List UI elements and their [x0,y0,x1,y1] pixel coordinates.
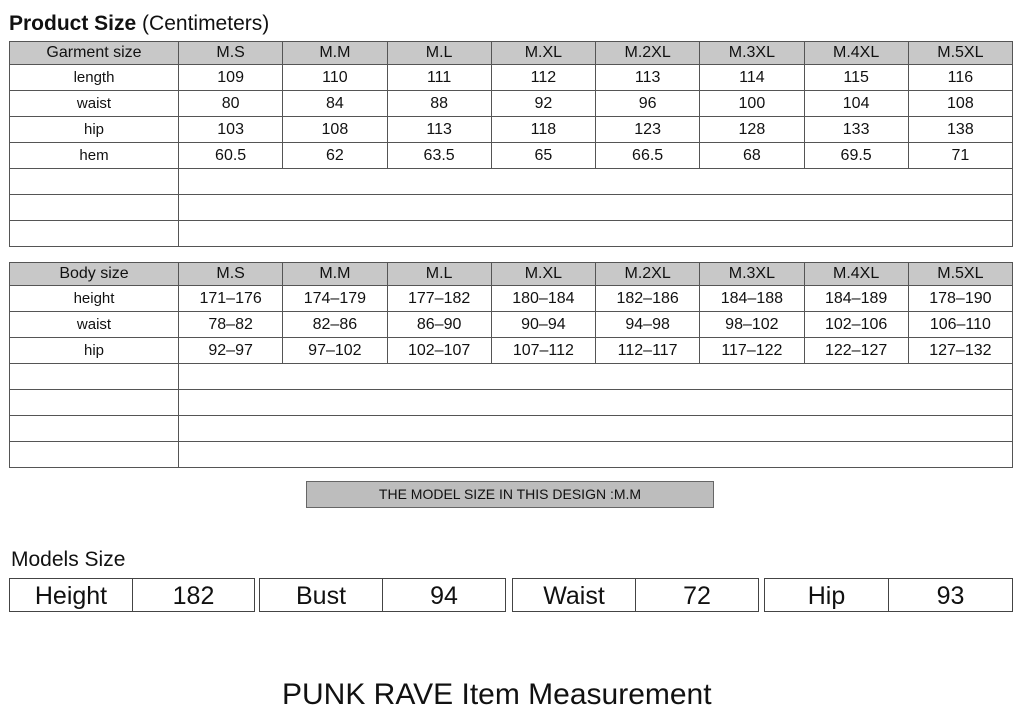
table-cell: 66.5 [596,143,700,169]
table-header-row [10,42,1013,65]
empty-label-cell [10,195,179,221]
table-cell: 107–112 [491,338,595,364]
table-cell: 78–82 [179,312,283,338]
empty-label-cell [10,364,179,390]
table-cell: 100 [700,91,804,117]
empty-row [10,364,1013,390]
table-cell: 111 [387,65,491,91]
table-cell: 104 [804,91,908,117]
table-cell: 171–176 [179,286,283,312]
table-cell: 69.5 [804,143,908,169]
table-cell: 108 [283,117,387,143]
model-size-note: THE MODEL SIZE IN THIS DESIGN :M.M [306,481,714,508]
empty-row [10,221,1013,247]
table-cell: 133 [804,117,908,143]
table-cell: 115 [804,65,908,91]
table-row [10,312,1013,338]
table-cell: 113 [387,117,491,143]
table-cell: 127–132 [908,338,1012,364]
size-header: M.XL [491,42,595,65]
size-header: M.S [179,263,283,286]
table-row [10,286,1013,312]
table-corner-label: Body size [10,263,179,286]
empty-label-cell [10,221,179,247]
model-waist-value: 72 [683,582,711,610]
table-cell: 62 [283,143,387,169]
table-cell: 71 [908,143,1012,169]
table-row [10,143,1013,169]
size-header: M.4XL [804,42,908,65]
size-header: M.M [283,263,387,286]
size-header: M.2XL [596,42,700,65]
empty-row [10,169,1013,195]
table-cell: 180–184 [491,286,595,312]
table-cell: 128 [700,117,804,143]
table-row [10,117,1013,143]
table-cell: 116 [908,65,1012,91]
model-bust-value: 94 [430,582,458,610]
size-header: M.M [283,42,387,65]
empty-label-cell [10,169,179,195]
table-cell: 184–189 [804,286,908,312]
model-waist-label: Waist [513,579,636,611]
table-row [10,91,1013,117]
table-cell: 82–86 [283,312,387,338]
empty-value-cell [179,221,1013,247]
table-cell: 178–190 [908,286,1012,312]
empty-value-cell [179,195,1013,221]
empty-value-cell [179,364,1013,390]
empty-row [10,416,1013,442]
table-cell: 92–97 [179,338,283,364]
table-cell: 177–182 [387,286,491,312]
row-label: waist [10,91,179,117]
empty-row [10,390,1013,416]
table-cell: 68 [700,143,804,169]
table-cell: 94–98 [596,312,700,338]
table-cell: 97–102 [283,338,387,364]
table-cell: 109 [179,65,283,91]
size-header: M.2XL [596,263,700,286]
empty-value-cell [179,442,1013,468]
table-cell: 88 [387,91,491,117]
table-cell: 103 [179,117,283,143]
table-cell: 122–127 [804,338,908,364]
table-cell: 113 [596,65,700,91]
table-cell: 114 [700,65,804,91]
empty-row [10,442,1013,468]
table-cell: 182–186 [596,286,700,312]
table-cell: 65 [491,143,595,169]
table-cell: 60.5 [179,143,283,169]
size-header: M.XL [491,263,595,286]
row-label: height [10,286,179,312]
empty-value-cell [179,416,1013,442]
row-label: hip [10,338,179,364]
table-cell: 138 [908,117,1012,143]
empty-row [10,195,1013,221]
table-cell: 112–117 [596,338,700,364]
size-header: M.4XL [804,263,908,286]
model-height-group [9,578,255,612]
table-cell: 184–188 [700,286,804,312]
model-bust-group [259,578,506,612]
table-cell: 123 [596,117,700,143]
table-cell: 80 [179,91,283,117]
table-cell: 106–110 [908,312,1012,338]
table-cell: 102–107 [387,338,491,364]
table-cell: 86–90 [387,312,491,338]
table-row [10,65,1013,91]
size-header: M.L [387,42,491,65]
table-cell: 108 [908,91,1012,117]
row-label: hip [10,117,179,143]
footer-heading: PUNK RAVE Item Measurement [282,678,712,711]
table-cell: 112 [491,65,595,91]
model-waist-group [512,578,759,612]
table-cell: 174–179 [283,286,387,312]
model-hip-value: 93 [936,582,965,610]
empty-value-cell [179,390,1013,416]
garment-size-table [9,41,1013,247]
model-hip-label: Hip [765,579,889,611]
row-label: length [10,65,179,91]
table-cell: 110 [283,65,387,91]
size-header: M.L [387,263,491,286]
model-height-label: Height [10,579,133,611]
empty-label-cell [10,390,179,416]
table-corner-label: Garment size [10,42,179,65]
empty-label-cell [10,416,179,442]
table-cell: 102–106 [804,312,908,338]
table-header-row [10,263,1013,286]
model-height-value: 182 [172,582,215,610]
table-cell: 84 [283,91,387,117]
table-row [10,338,1013,364]
models-size-title: Models Size [11,548,126,571]
empty-label-cell [10,442,179,468]
model-bust-label: Bust [260,579,383,611]
body-size-table [9,262,1013,468]
table-cell: 98–102 [700,312,804,338]
table-cell: 118 [491,117,595,143]
size-header: M.5XL [908,263,1012,286]
table-cell: 63.5 [387,143,491,169]
size-header: M.5XL [908,42,1012,65]
row-label: waist [10,312,179,338]
page-title: Product Size (Centimeters) [9,12,270,35]
table-cell: 117–122 [700,338,804,364]
size-header: M.3XL [700,42,804,65]
empty-value-cell [179,169,1013,195]
table-cell: 90–94 [491,312,595,338]
size-header: M.3XL [700,263,804,286]
table-cell: 96 [596,91,700,117]
row-label: hem [10,143,179,169]
table-cell: 92 [491,91,595,117]
model-hip-group [764,578,1013,612]
size-header: M.S [179,42,283,65]
